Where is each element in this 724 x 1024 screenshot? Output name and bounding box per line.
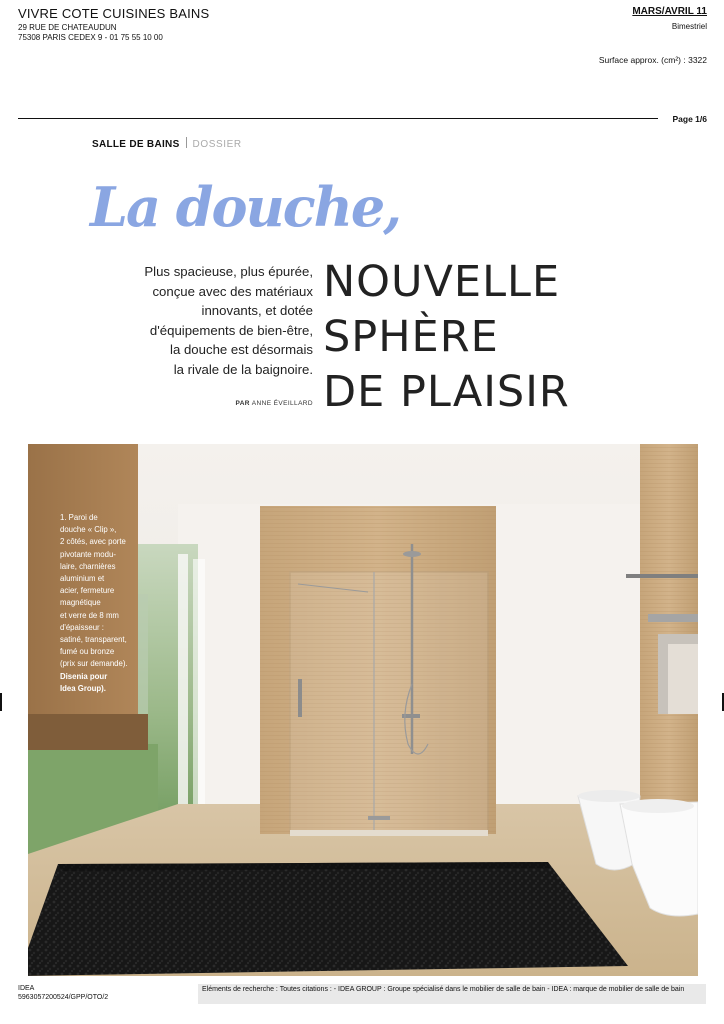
- caption-line: 2 côtés, avec porte: [60, 537, 126, 547]
- publication-address: [18, 23, 163, 43]
- address-line-1: 29 RUE DE CHATEAUDUN: [18, 23, 117, 32]
- caption-line: aluminium et: [60, 574, 105, 584]
- title-line: DE PLAISIR: [323, 367, 570, 417]
- byline-author: ANNE ÉVEILLARD: [251, 400, 313, 407]
- caption-line: satiné, transparent,: [60, 635, 127, 645]
- standfirst-line: conçue avec des matériaux: [152, 283, 313, 299]
- caption-line: fumé ou bronze: [60, 647, 115, 657]
- main-title: [323, 255, 570, 420]
- page-number: Page 1/6: [672, 114, 707, 124]
- issue-date: MARS/AVRIL 11: [632, 6, 707, 17]
- rubric: [92, 137, 242, 150]
- caption-brand: Idea Group).: [60, 683, 106, 693]
- cut-mark-left: [0, 693, 2, 711]
- byline-prefix: PAR: [235, 400, 250, 407]
- rubric-separator: [186, 137, 187, 148]
- rubric-label: SALLE DE BAINS: [92, 139, 180, 150]
- caption-line: laire, charnières: [60, 561, 116, 571]
- caption-line: douche « Clip »,: [60, 525, 117, 535]
- source-reference: 5963057200524/GPP/OTO/2: [18, 993, 109, 1001]
- caption-line: acier, fermeture: [60, 586, 115, 596]
- frequency: Bimestriel: [671, 22, 707, 31]
- research-elements: Eléments de recherche : Toutes citations : - IDEA GROUP : Groupe spécialisé dans le mobilier de salle de bain - IDEA : marque de mobilier de salle de bain: [198, 984, 706, 1004]
- headline-script: La douche,: [90, 175, 401, 239]
- caption-line: d'épaisseur :: [60, 622, 104, 632]
- standfirst-line: d'équipements de bien-être,: [149, 322, 313, 338]
- caption-brand: Disenia pour: [60, 671, 108, 681]
- source-name: IDEA: [18, 985, 35, 992]
- caption-line: (prix sur demande).: [60, 659, 128, 669]
- rubric-section: DOSSIER: [192, 139, 242, 150]
- title-line: NOUVELLE: [323, 257, 561, 307]
- caption-line: pivotante modu-: [60, 549, 116, 559]
- standfirst-line: Plus spacieuse, plus épurée,: [144, 264, 313, 279]
- footer-source: [18, 985, 108, 1002]
- standfirst-line: innovants, et dotée: [201, 303, 313, 319]
- caption-line: 1. Paroi de: [60, 513, 98, 522]
- address-line-2: 75308 PARIS CEDEX 9 - 01 75 55 10 00: [18, 33, 163, 42]
- photo-caption: [60, 512, 150, 695]
- header-divider: [18, 118, 658, 119]
- publication-name: VIVRE COTE CUISINES BAINS: [18, 6, 210, 21]
- byline: [150, 400, 313, 407]
- standfirst: [60, 262, 313, 380]
- title-line: SPHÈRE: [323, 312, 499, 362]
- standfirst-line: la douche est désormais: [170, 342, 313, 358]
- surface-area: Surface approx. (cm²) : 3322: [598, 55, 707, 65]
- caption-line: magnétique: [60, 598, 101, 608]
- standfirst-line: la rivale de la baignoire.: [173, 361, 313, 377]
- caption-line: et verre de 8 mm: [60, 610, 119, 620]
